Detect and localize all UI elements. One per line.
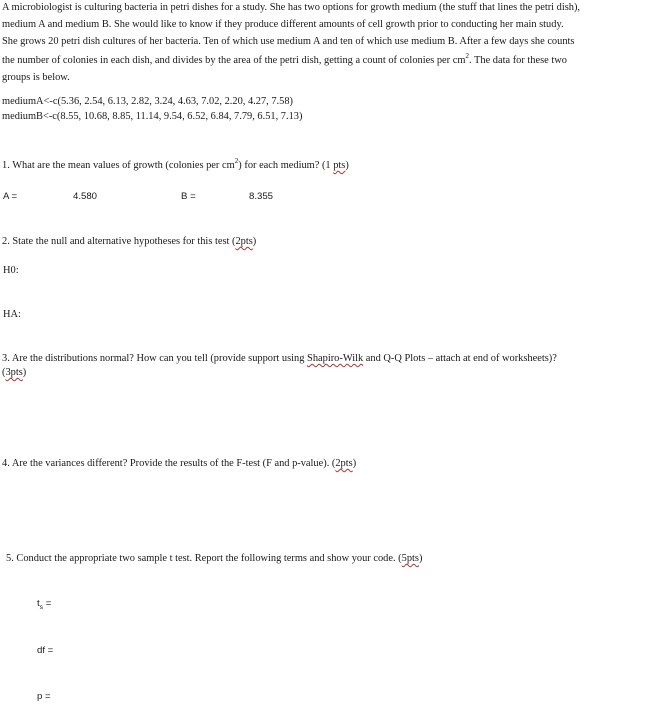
answer-a-value[interactable]: 4.580 [73, 191, 98, 202]
df-label: df = [37, 645, 54, 656]
question-5: 5. Conduct the appropriate two sample t test. Report the following terms and show your code. (5pts) [6, 553, 423, 564]
answer-a-label: A = [3, 191, 18, 202]
question-4: 4. Are the variances different? Provide the results of the F-test (F and p-value). (2pts) [2, 458, 357, 469]
answer-b-label: B = [181, 191, 196, 202]
question-3: 3. Are the distributions normal? How can you tell (provide support using Shapiro-Wilk and Q-Q Plots – attach at end of worksheets)? [2, 353, 557, 364]
answer-b-value[interactable]: 8.355 [249, 191, 274, 202]
intro-line: medium A and medium B. She would like to know if they produce different amounts of cell growth prior to conducting her main study. [2, 18, 564, 30]
question-2: 2. State the null and alternative hypotheses for this test (2pts) [2, 236, 257, 247]
p-label: p = [37, 691, 51, 702]
intro-line: A microbiologist is culturing bacteria in petri dishes for a study. She has two options for growth medium (the stuff that lines the petri dish), [2, 2, 581, 13]
question-1: 1. What are the mean values of growth (colonies per $cm^2$) for each medium? (1 pts) [2, 157, 349, 171]
intro-paragraph [2, 0, 663, 87]
question-3-points: (3pts) [2, 367, 27, 378]
intro-line: the number of colonies in each dish, and divides by the area of the petri dish, getting a count of colonies per $cm^2$. The data for these two [2, 52, 567, 67]
h0-label: H0: [3, 265, 19, 276]
medium-a-data: mediumA<-c(5.36, 2.54, 6.13, 2.82, 3.24, 4.63, 7.02, 2.20, 4.27, 7.58) [2, 96, 294, 107]
medium-b-data: mediumB<-c(8.55, 10.68, 8.85, 11.14, 9.54, 6.52, 6.84, 7.79, 6.51, 7.13) [2, 111, 303, 122]
ts-label: $t_s$ = [37, 598, 52, 611]
ha-label: HA: [3, 309, 21, 320]
intro-line: groups is below. [2, 72, 70, 84]
intro-line: She grows 20 petri dish cultures of her bacteria. Ten of which use medium A and ten of which use medium B. After a few days she counts [2, 35, 575, 47]
